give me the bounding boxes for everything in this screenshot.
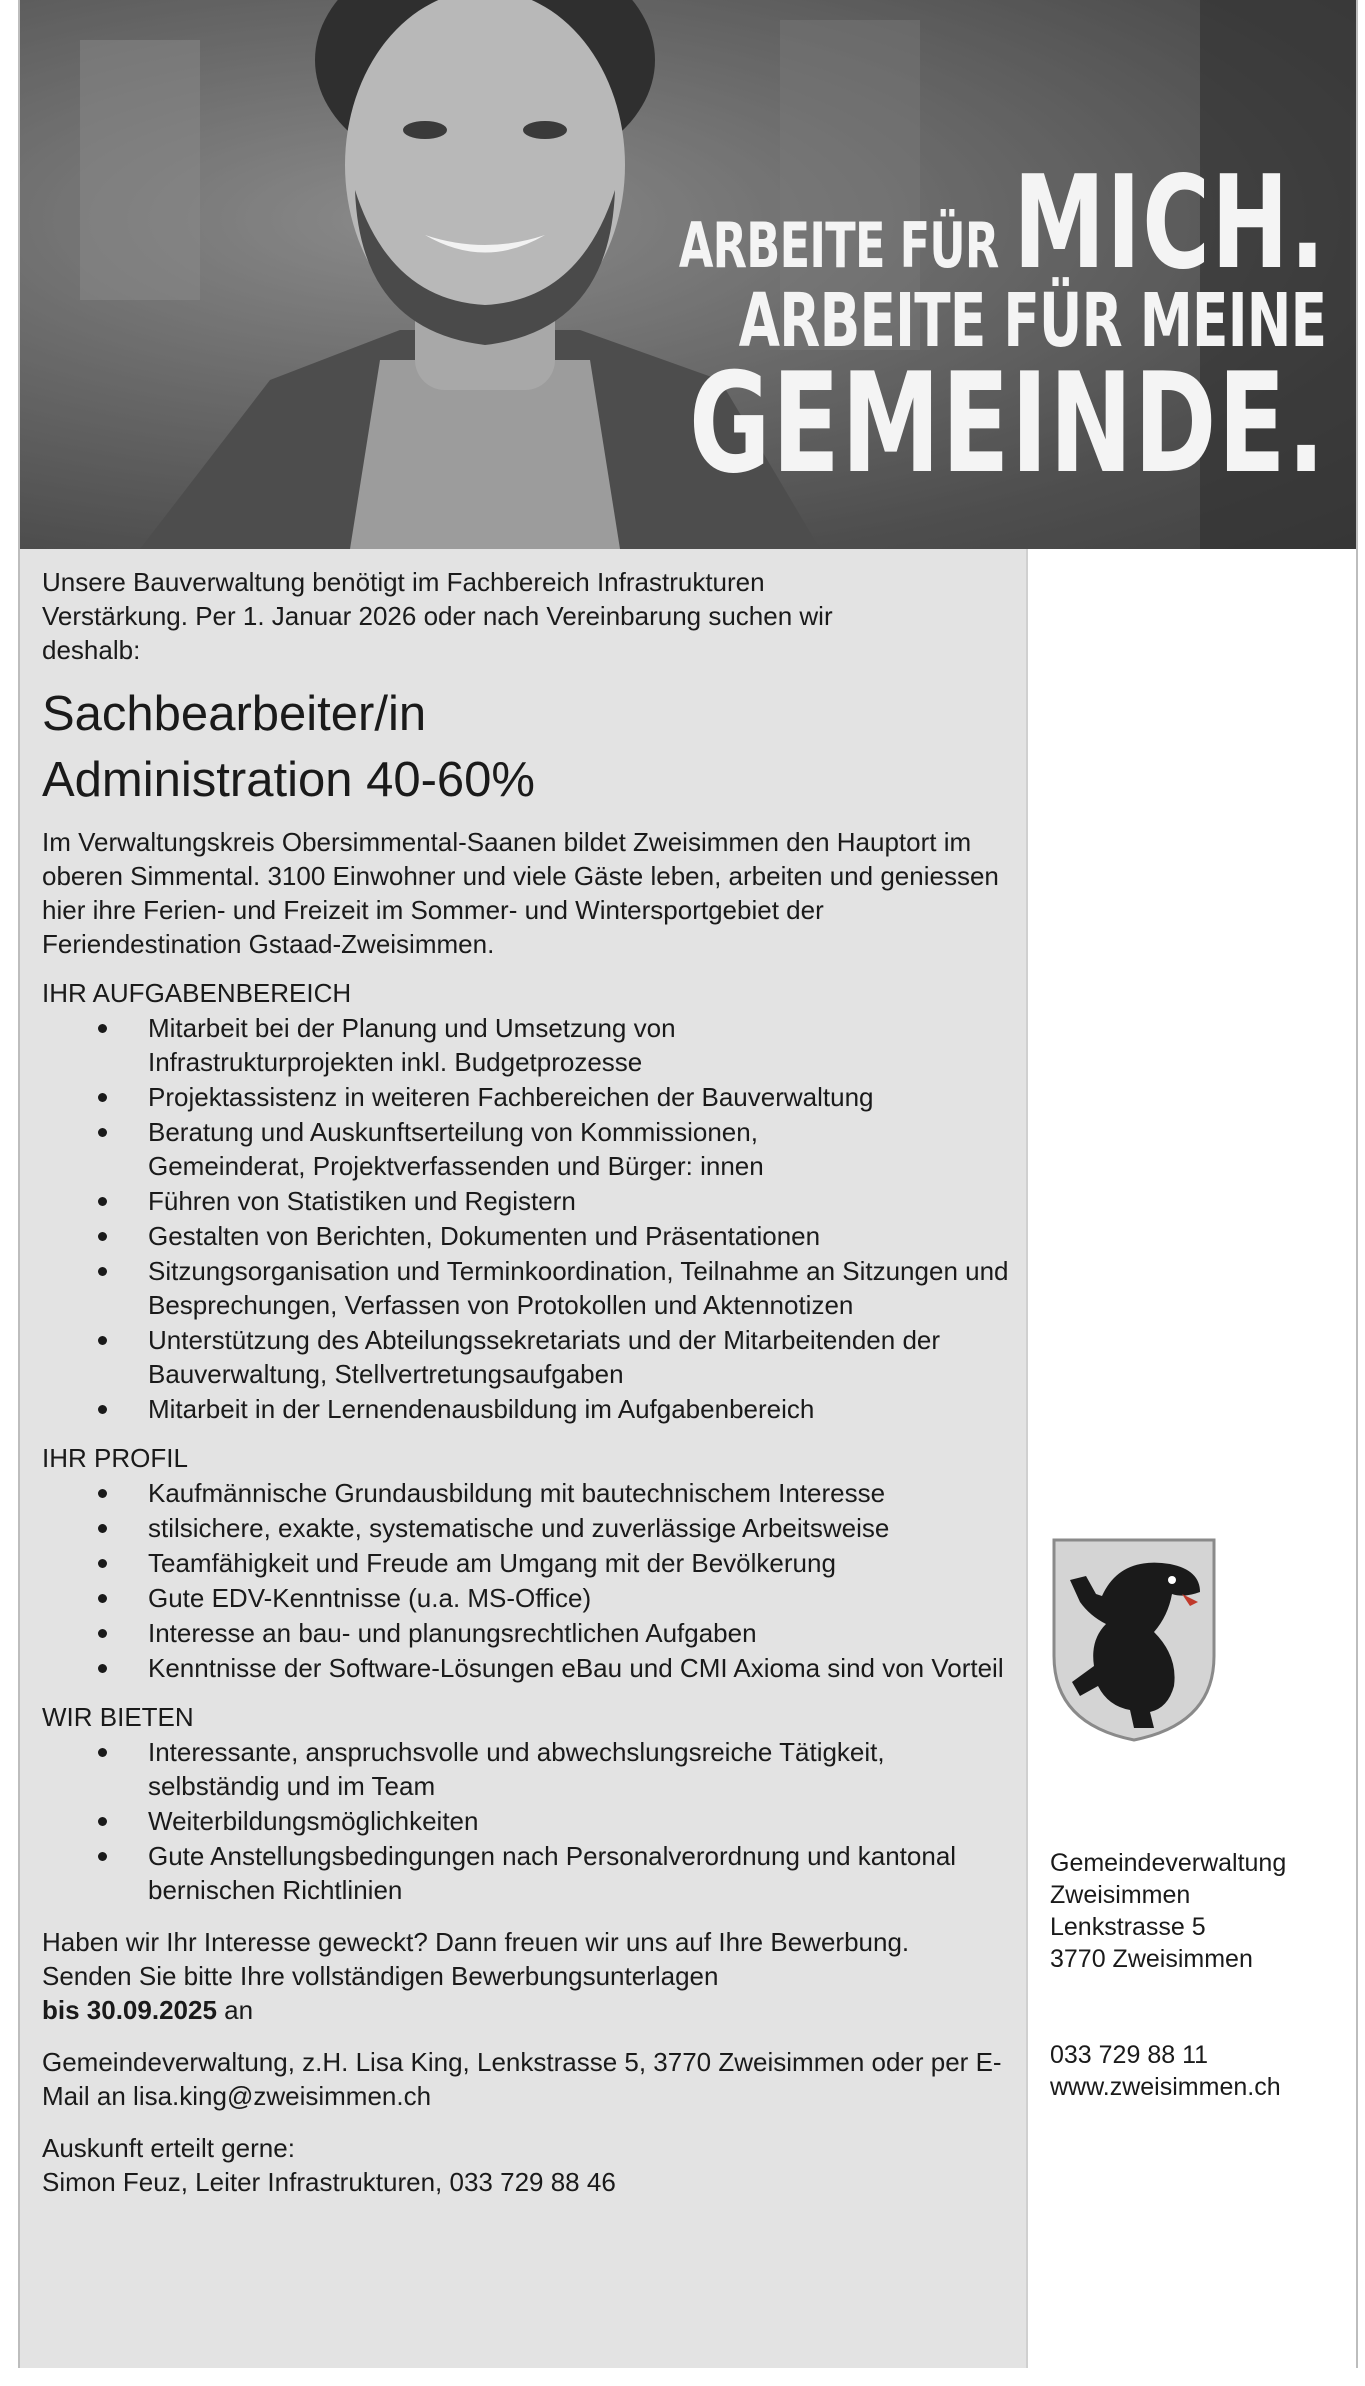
list-item: Unterstützung des Abteilungssekretariats und der Mitarbeitenden der Bauverwaltung, Stellvertretungsaufgaben bbox=[42, 1323, 1022, 1391]
application-text bbox=[42, 1925, 1002, 2027]
profile-list bbox=[42, 1476, 1022, 1685]
list-item: Interessante, anspruchsvolle und abwechslungsreiche Tätigkeit, selbständig und im Team bbox=[42, 1735, 1022, 1803]
profile-heading: IHR PROFIL bbox=[42, 1443, 188, 1473]
list-item: Gute Anstellungsbedingungen nach Personalverordnung und kantonal bernischen Richtlinien bbox=[42, 1839, 1022, 1907]
list-item: Gestalten von Berichten, Dokumenten und Präsentationen bbox=[42, 1219, 1022, 1253]
job-title-line1: Sachbearbeiter/in bbox=[42, 687, 427, 741]
list-item: Kenntnisse der Software-Lösungen eBau und CMI Axioma sind von Vorteil bbox=[42, 1651, 1022, 1685]
tasks-heading: IHR AUFGABENBEREICH bbox=[42, 978, 352, 1008]
list-item: Projektassistenz in weiteren Fachbereichen der Bauverwaltung bbox=[42, 1080, 1022, 1114]
slogan-emphasis: MICH. bbox=[1013, 149, 1326, 298]
intro-text: Unsere Bauverwaltung benötigt im Fachbereich Infrastrukturen Verstärkung. Per 1. Januar 2026 oder nach Vereinbarung suchen wir deshalb: bbox=[42, 567, 833, 665]
application-address: Gemeindeverwaltung, z.H. Lisa King, Lenkstrasse 5, 3770 Zweisimmen oder per E-Mail an lisa.king@zweisimmen.ch bbox=[42, 2047, 1002, 2111]
slogan-line3: GEMEINDE. bbox=[688, 342, 1326, 504]
job-title-line2: Administration 40-60% bbox=[42, 753, 535, 807]
list-item: Teamfähigkeit und Freude am Umgang mit der Bevölkerung bbox=[42, 1546, 1022, 1580]
sidebar bbox=[1026, 549, 1356, 2368]
job-advertisement bbox=[18, 0, 1358, 2368]
offer-heading: WIR BIETEN bbox=[42, 1702, 194, 1732]
job-title bbox=[42, 681, 1004, 813]
list-item: stilsichere, exakte, systematische und zuverlässige Arbeitsweise bbox=[42, 1511, 1022, 1545]
contact-street: Lenkstrasse 5 bbox=[1050, 1913, 1206, 1941]
bear-coat-of-arms-icon bbox=[1050, 1536, 1218, 1744]
main-content bbox=[20, 549, 1026, 2368]
contact-block bbox=[1050, 1847, 1286, 2103]
application-suffix: an bbox=[216, 1995, 254, 2025]
slogan-line1: ARBEITE FÜR bbox=[678, 209, 999, 282]
contact-org: Gemeindeverwaltung bbox=[1050, 1849, 1287, 1877]
contact-phone[interactable]: 033 729 88 11 bbox=[1050, 2041, 1209, 2069]
contact-city: 3770 Zweisimmen bbox=[1050, 1945, 1253, 1973]
info-contact-person: Simon Feuz, Leiter Infrastrukturen, 033 729 88 46 bbox=[42, 2167, 616, 2197]
offer-list bbox=[42, 1735, 1022, 1907]
slogan-line2: ARBEITE FÜR MEINE bbox=[738, 277, 1326, 364]
list-item: Beratung und Auskunftserteilung von Kommissionen, Gemeinderat, Projektverfassenden und Bürger: innen bbox=[42, 1115, 1022, 1183]
list-item: Mitarbeit in der Lernendenausbildung im Aufgabenbereich bbox=[42, 1392, 1022, 1426]
municipality-description: Im Verwaltungskreis Obersimmental-Saanen bildet Zweisimmen den Hauptort im oberen Simmental. 3100 Einwohner und viele Gäste leben, arbeiten und geniessen hier ihre Ferien- und Freizeit im Sommer- und Wintersportgebiet der Feriendestination Gstaad-Zweisimmen. bbox=[42, 827, 999, 959]
application-deadline: bis 30.09.2025 bbox=[42, 1995, 217, 2025]
slogan bbox=[678, 149, 1326, 504]
list-item: Weiterbildungsmöglichkeiten bbox=[42, 1804, 1022, 1838]
banner-photo bbox=[20, 0, 1356, 549]
list-item: Sitzungsorganisation und Terminkoordination, Teilnahme an Sitzungen und Besprechungen, Verfassen von Protokollen und Aktennotizen bbox=[42, 1254, 1022, 1322]
list-item: Führen von Statistiken und Registern bbox=[42, 1184, 1022, 1218]
application-intro: Haben wir Ihr Interesse geweckt? Dann freuen wir uns auf Ihre Bewerbung. Senden Sie bitte Ihre vollständigen Bewerbungsunterlagen bbox=[42, 1927, 910, 1991]
list-item: Interesse an bau- und planungsrechtlichen Aufgaben bbox=[42, 1616, 1022, 1650]
contact-website[interactable]: www.zweisimmen.ch bbox=[1050, 2073, 1281, 2101]
tasks-list bbox=[42, 1011, 1022, 1426]
info-label: Auskunft erteilt gerne: bbox=[42, 2133, 295, 2163]
list-item: Gute EDV-Kenntnisse (u.a. MS-Office) bbox=[42, 1581, 1022, 1615]
list-item: Kaufmännische Grundausbildung mit bautechnischem Interesse bbox=[42, 1476, 1022, 1510]
contact-org-place: Zweisimmen bbox=[1050, 1881, 1191, 1909]
list-item: Mitarbeit bei der Planung und Umsetzung von Infrastrukturprojekten inkl. Budgetprozesse bbox=[42, 1011, 1022, 1079]
